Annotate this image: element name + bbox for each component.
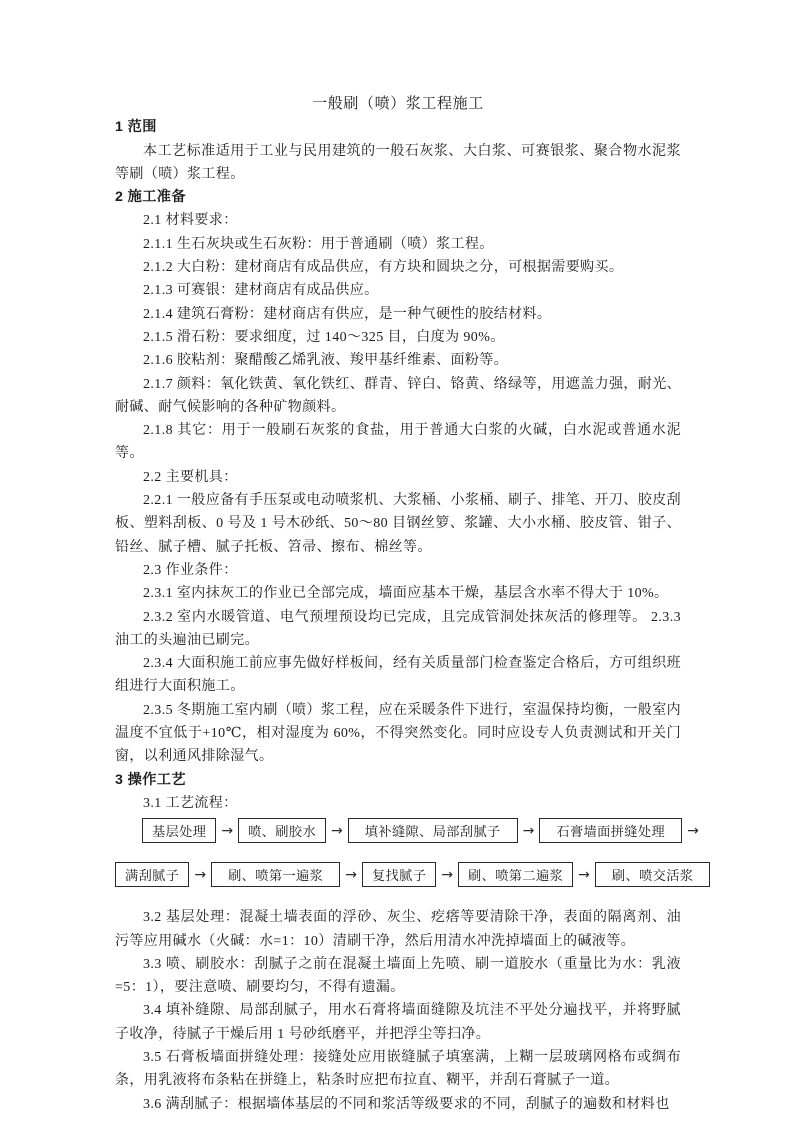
para-2-1-6: 2.1.6 胶粘剂：聚醋酸乙烯乳液、羧甲基纤维素、面粉等。 [143, 353, 509, 369]
para-2-1-5: 2.1.5 滑石粉：要求细度，过 140～325 目，白度为 90%。 [143, 329, 505, 345]
para-2-3-2: 2.3.2 室内水暖管道、电气预埋预设均已完成，且完成管洞处抹灰活的修理等。 2.3.3 油工的头遍油已刷完。 [115, 609, 681, 648]
arrow-right-icon: → [441, 866, 454, 883]
para-2-2: 2.2 主要机具： [143, 469, 238, 485]
para-3-5: 3.5 石膏板墙面拼缝处理：接缝处应用嵌缝腻子填塞满，上糊一层玻璃网格布或绸布条，用乳液将布条粘在拼缝上，粘条时应把布拉直、糊平，并刮石膏腻子一道。 [115, 1049, 681, 1089]
para-2-3-5: 2.3.5 冬期施工室内刷（喷）浆工程，应在采暖条件下进行，室温保持均衡，一般室内温度不宜低于+10℃，相对湿度为 60%，不得突然变化。同时应设专人负责测试和开关门 窗，以利通风排除湿气。 [115, 702, 681, 765]
para-2-1-2: 2.1.2 大白粉：建材商店有成品供应，有方块和圆块之分，可根据需要购买。 [143, 260, 624, 276]
arrow-right-icon: → [221, 822, 234, 839]
flow-step-re-putty: 复找腻子 [362, 862, 436, 887]
section-heading-process: 3 操作工艺 [115, 771, 186, 788]
flow-step-base-treatment: 基层处理 [142, 818, 216, 843]
flow-step-spray-brush-glue: 喷、刷胶水 [238, 818, 326, 843]
flow-step-fill-gaps-local-putty: 填补缝隙、局部刮腻子 [348, 818, 518, 843]
arrow-right-icon: → [522, 822, 535, 839]
para-3-6: 3.6 满刮腻子：根据墙体基层的不同和浆活等级要求的不同，刮腻子的遍数和材料也 [143, 1096, 670, 1112]
para-3-4: 3.4 填补缝隙、局部刮腻子，用水石膏将墙面缝隙及坑洼不平处分遍找平，并将野腻子收净，待腻子干燥后用 1 号砂纸磨平，并把浮尘等扫净。 [115, 1003, 681, 1042]
para-2-1-3: 2.1.3 可赛银：建材商店有成品供应。 [143, 283, 379, 299]
arrow-right-icon: → [687, 822, 699, 839]
flow-step-gypsum-wall-seam: 石膏墙面拼缝处理 [539, 818, 682, 843]
process-flowchart [115, 818, 699, 887]
flowchart-row-1 [142, 818, 699, 843]
arrow-right-icon: → [345, 866, 357, 883]
para-2-1-4: 2.1.4 建筑石膏粉：建材商店有供应，是一种气硬性的胶结材料。 [143, 306, 552, 322]
para-3-1-flow-label: 3.1 工艺流程： [143, 795, 238, 811]
flow-step-second-coat: 刷、喷第二遍浆 [458, 862, 573, 887]
para-2-1-8: 2.1.8 其它：用于一般刷石灰浆的食盐，用于普通大白浆的火碱，白水泥或普通水泥等。 [115, 423, 681, 462]
para-2-2-1: 2.2.1 一般应备有手压泵或电动喷浆机、大浆桶、小浆桶、刷子、排笔、开刀、胶皮刮板、塑料刮板、0 号及 1 号木砂纸、50～80 目钢丝箩、浆罐、大小水桶、胶皮管、钳子、铅丝、腻子槽、腻子托板、笤帚、擦布、棉丝等。 [115, 493, 681, 555]
arrow-right-icon: → [578, 866, 590, 883]
para-2-3: 2.3 作业条件： [143, 562, 238, 578]
flow-step-full-putty: 满刮腻子 [115, 862, 189, 887]
arrow-right-icon: → [331, 822, 343, 839]
para-2-3-1: 2.3.1 室内抹灰工的作业已全部完成，墙面应基本干燥，基层含水率不得大于 10%。 [143, 586, 669, 602]
doc-title: 一般刷（喷）浆工程施工 [312, 96, 484, 112]
para-2-1-7: 2.1.7 颜料：氧化铁黄、氧化铁红、群青、锌白、铬黄、络绿等，用遮盖力强，耐光、耐碱、耐气候影响的各种矿物颜料。 [115, 376, 681, 415]
para-scope: 本工艺标准适用于工业与民用建筑的一般石灰浆、大白浆、可赛银浆、聚合物水泥浆等刷（喷）浆工程。 [115, 143, 681, 182]
arrow-right-icon: → [194, 866, 207, 883]
flow-step-final-coat: 刷、喷交活浆 [595, 862, 711, 887]
para-2-3-4: 2.3.4 大面积施工前应事先做好样板间，经有关质量部门检查鉴定合格后，方可组织班组进行大面积施工。 [115, 656, 681, 695]
section-heading-preparation: 2 施工准备 [115, 189, 186, 206]
para-2-1-1: 2.1.1 生石灰块或生石灰粉：用于普通刷（喷）浆工程。 [143, 236, 494, 252]
flow-step-first-coat: 刷、喷第一遍浆 [211, 862, 340, 887]
flowchart-row-2 [115, 862, 694, 887]
section-heading-scope: 1 范围 [115, 119, 157, 136]
para-3-3: 3.3 喷、刷胶水：刮腻子之前在混凝土墙面上先喷、刷一道胶水（重量比为水：乳液=5：1），要注意喷、刷要均匀，不得有遗漏。 [115, 956, 681, 996]
para-2-1: 2.1 材料要求： [143, 213, 238, 229]
para-3-2: 3.2 基层处理：混凝土墙表面的浮砂、灰尘、疙瘩等要清除干净，表面的隔离剂、油污等应用碱水（火碱：水=1：10）清刷干净，然后用清水冲洗掉墙面上的碱液等。 [115, 910, 681, 949]
